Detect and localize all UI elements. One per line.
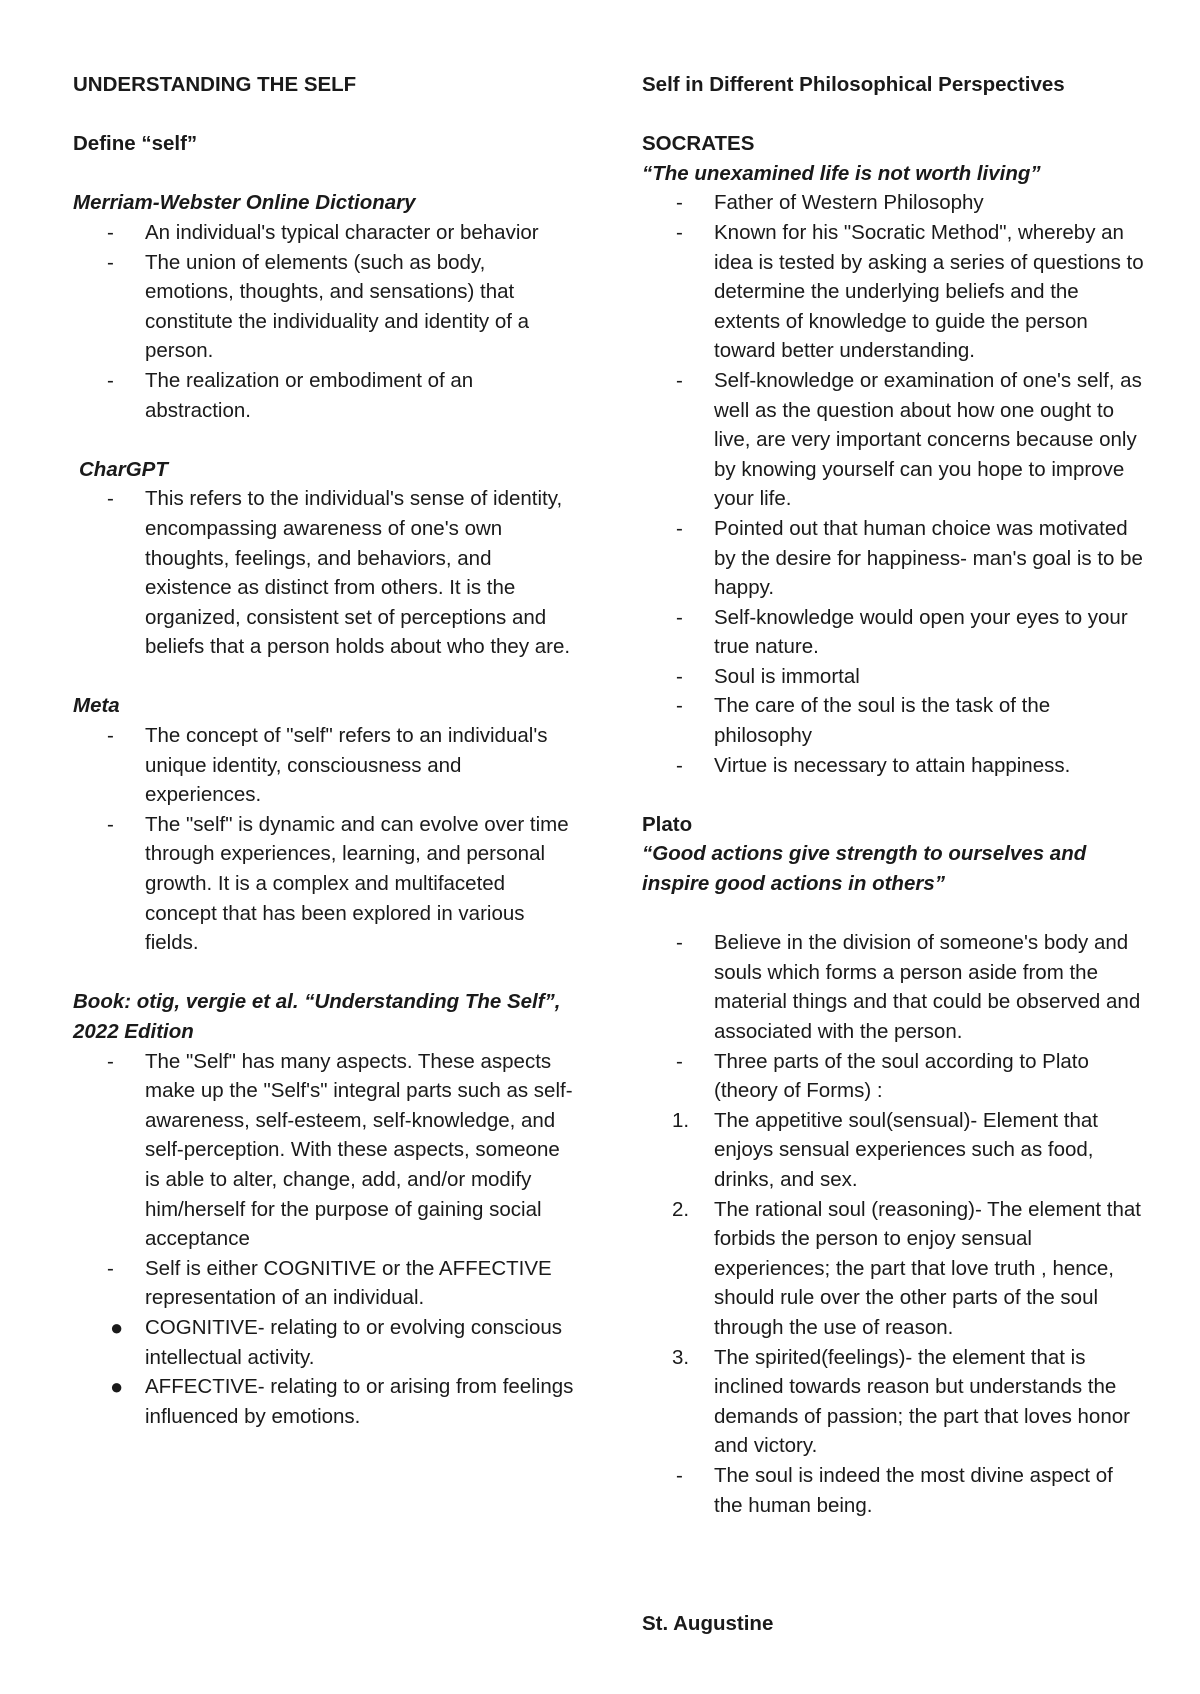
plato-numbered-list xyxy=(642,1106,1147,1461)
numbered-item: 3. The spirited(feelings)- the element that is inclined towards reason but understands the demands of passion; the part that loves honor and victory. xyxy=(672,1345,1130,1458)
meta-heading: Meta xyxy=(73,694,120,718)
mw-list xyxy=(73,218,578,425)
augustine-heading: St. Augustine xyxy=(642,1611,774,1635)
list-item: - The union of elements (such as body, emotions, thoughts, and sensations) that constitute the individuality and identity of a person. xyxy=(107,250,530,363)
socrates-list xyxy=(642,188,1147,780)
bullet-item: ● AFFECTIVE- relating to or arising from feelings influenced by emotions. xyxy=(110,1374,574,1428)
list-item: - Self is either COGNITIVE or the AFFECTIVE representation of an individual. xyxy=(107,1256,552,1310)
list-item: - The soul is indeed the most divine aspect of the human being. xyxy=(676,1463,1113,1517)
socrates-quote: “The unexamined life is not worth living” xyxy=(642,161,1041,185)
plato-list xyxy=(642,928,1147,1106)
list-item: - The "Self" has many aspects. These aspects make up the "Self's" integral parts such as self-awareness, self-esteem, self-knowledge, and self-perception. With these aspects, someone is able to alter, change, add, and/or modify him/herself for the purpose of gaining social acceptance xyxy=(107,1049,573,1251)
list-item: - Virtue is necessary to attain happiness. xyxy=(676,753,1071,777)
bullet-item: ● COGNITIVE- relating to or evolving conscious intellectual activity. xyxy=(110,1314,562,1369)
list-item: - The realization or embodiment of an abstraction. xyxy=(107,368,474,422)
list-item: - The concept of "self" refers to an individual's unique identity, consciousness and experiences. xyxy=(107,724,548,807)
bullet-icon: ● xyxy=(110,1374,124,1400)
meta-list xyxy=(73,721,578,958)
section-title: Self in Different Philosophical Perspectives xyxy=(642,73,1065,96)
list-item: - Known for his "Socratic Method", whereby an idea is tested by asking a series of questions to determine the underlying beliefs and the extents of knowledge to guide the person toward better understanding. xyxy=(676,220,1144,363)
gpt-list xyxy=(73,484,578,662)
book-list xyxy=(73,1047,578,1432)
list-item: - Father of Western Philosophy xyxy=(676,191,984,215)
doc-title: UNDERSTANDING THE SELF xyxy=(73,73,357,96)
mw-heading: Merriam-Webster Online Dictionary xyxy=(73,191,416,215)
book-heading: Book: otig, vergie et al. “Understanding The Self”, 2022 Edition xyxy=(73,990,561,1043)
bullet-icon: ● xyxy=(110,1314,124,1340)
plato-list-end xyxy=(642,1461,1147,1520)
gpt-heading: CharGPT xyxy=(79,457,168,481)
plato-heading: Plato xyxy=(642,812,693,836)
list-item: - Self-knowledge or examination of one's self, as well as the question about how one ought to live, are very important concerns because only by knowing yourself can you hope to improve your life. xyxy=(676,368,1142,511)
list-item: - Self-knowledge would open your eyes to your true nature. xyxy=(676,605,1128,659)
list-item: - Pointed out that human choice was motivated by the desire for happiness- man's goal is to be happy. xyxy=(676,516,1143,600)
socrates-heading: SOCRATES xyxy=(642,132,755,156)
list-item: - The care of the soul is the task of the philosophy xyxy=(676,694,1051,748)
list-item: - An individual's typical character or behavior xyxy=(107,220,539,244)
list-item: - Soul is immortal xyxy=(676,664,860,688)
right-column xyxy=(642,70,1147,1638)
list-item: - This refers to the individual's sense of identity, encompassing awareness of one's own thoughts, feelings, and behaviors, and existence as distinct from others. It is the organized, consistent set of perceptions and beliefs that a person holds about who they are. xyxy=(107,487,571,659)
list-item: - Three parts of the soul according to Plato (theory of Forms) : xyxy=(676,1049,1089,1103)
list-item: - The "self" is dynamic and can evolve over time through experiences, learning, and personal growth. It is a complex and multifaceted concept that has been explored in various fields. xyxy=(107,812,569,955)
plato-quote: “Good actions give strength to ourselves and inspire good actions in others” xyxy=(642,842,1087,896)
numbered-item: 2. The rational soul (reasoning)- The element that forbids the person to enjoy sensual experiences; the part that love truth , hence, should rule over the other parts of the soul through the use of reason. xyxy=(672,1197,1141,1339)
list-item: - Believe in the division of someone's body and souls which forms a person aside from the material things and that could be observed and associated with the person. xyxy=(676,931,1141,1043)
left-column xyxy=(73,70,578,1431)
define-heading: Define “self” xyxy=(73,132,198,156)
numbered-item: 1. The appetitive soul(sensual)- Element that enjoys sensual experiences such as food, drinks, and sex. xyxy=(672,1108,1099,1191)
